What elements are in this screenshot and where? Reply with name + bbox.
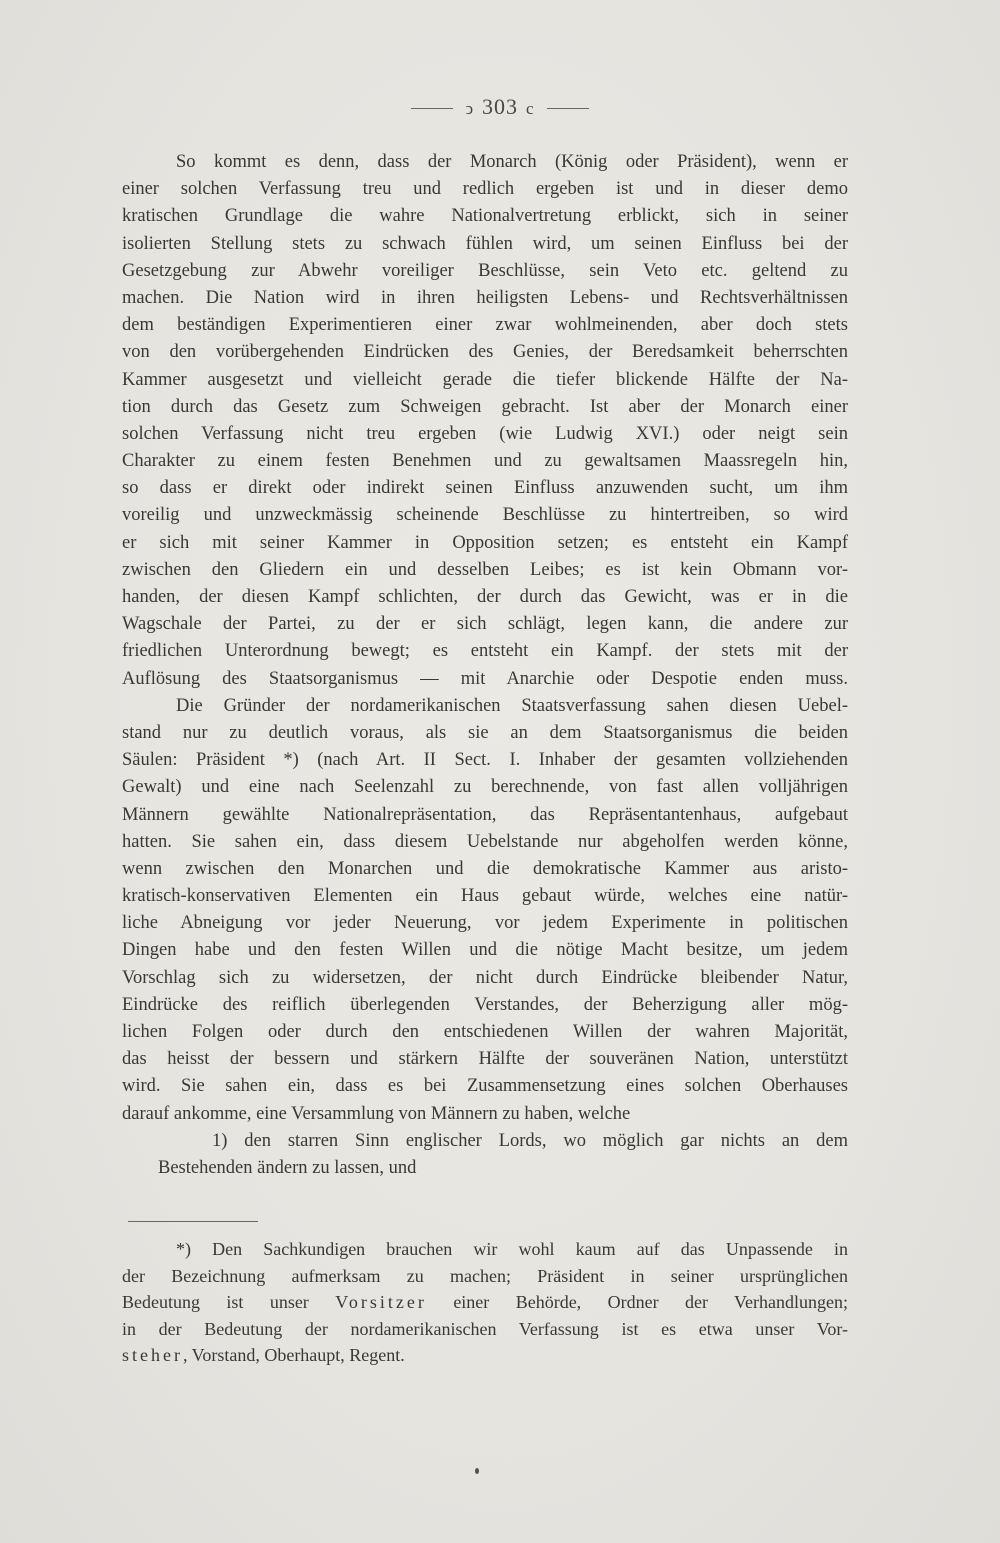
footnote-line: *) Den Sachkundigen brauchen wir wohl kaum auf das Unpassende in <box>176 1239 848 1259</box>
text-line: kratisch-konservativen Elementen ein Haus gebaut würde, welches eine natür- <box>122 886 848 907</box>
text-line: So kommt es denn, dass der Monarch (König oder Präsident), wenn er <box>176 152 848 172</box>
footnote-text: , Vorstand, Oberhaupt, Regent. <box>182 1345 405 1365</box>
ink-speck <box>475 1468 479 1474</box>
page-header <box>0 94 1000 120</box>
emphasized-term: Vorsitzer <box>335 1292 427 1312</box>
text-line: Vorschlag sich zu widersetzen, der nicht durch Eindrücke bleibender Natur, <box>122 967 848 988</box>
text-line: das heisst der bessern und stärkern Hälfte der souveränen Nation, unterstützt <box>122 1049 848 1070</box>
text-line: Die Gründer der nordamerikanischen Staatsverfassung sahen diesen Uebel- <box>176 695 848 716</box>
text-line: Wagschale der Partei, zu der er sich schlägt, legen kann, die andere zur <box>122 614 848 635</box>
text-line: liche Abneigung vor jeder Neuerung, vor jedem Experimente in politischen <box>122 913 848 934</box>
text-line: friedlichen Unterordnung bewegt; es entsteht ein Kampf. der stets mit der <box>122 641 848 662</box>
text-line: Dingen habe und den festen Willen und die nötige Macht besitze, um jedem <box>122 940 848 961</box>
text-line: Gesetzgebung zur Abwehr voreiliger Beschlüsse, sein Veto etc. geltend zu <box>122 260 848 281</box>
text-line: kratischen Grundlage die wahre Nationalvertretung erblickt, sich in seiner <box>122 206 848 227</box>
text-line: wird. Sie sahen ein, dass es bei Zusammensetzung eines solchen Oberhauses <box>122 1076 848 1097</box>
header-ornament-left: ↄ <box>465 99 474 118</box>
list-item: 1) den starren Sinn englischer Lords, wo möglich gar nichts an dem <box>212 1130 848 1151</box>
footnote-line: der Bezeichnung aufmerksam zu machen; Präsident in seiner ursprünglichen <box>122 1265 848 1286</box>
footnote-line <box>122 1289 848 1316</box>
emphasized-term: steher <box>122 1345 183 1365</box>
text-line: isolierten Stellung stets zu schwach fühlen wird, um seinen Einfluss bei der <box>122 233 848 254</box>
header-rule-right <box>547 108 589 109</box>
footnote-divider <box>128 1221 258 1222</box>
text-line: hatten. Sie sahen ein, dass diesem Uebelstande nur abgeholfen werden könne, <box>122 831 848 852</box>
text-line: so dass er direkt oder indirekt seinen Einfluss anzuwenden sucht, um ihm <box>122 478 848 499</box>
text-line: Säulen: Präsident *) (nach Art. II Sect. I. Inhaber der gesamten vollziehenden <box>122 750 848 771</box>
footnote-text: Bedeutung ist unser <box>122 1292 309 1312</box>
text-line: er sich mit seiner Kammer in Opposition setzen; es entsteht ein Kampf <box>122 532 848 553</box>
header-rule-left <box>411 108 453 109</box>
text-line: dem beständigen Experimentieren einer zwar wohlmeinenden, aber doch stets <box>122 315 848 336</box>
list-item-continuation: Bestehenden ändern zu lassen, und <box>158 1157 417 1178</box>
footnote-text: einer Behörde, Ordner der Verhandlungen; <box>453 1292 848 1312</box>
main-text <box>122 149 848 1182</box>
footnote-line: in der Bedeutung der nordamerikanischen Verfassung ist es etwa unser Vor- <box>122 1318 848 1339</box>
text-line: Gewalt) und eine nach Seelenzahl zu berechnende, von fast allen volljährigen <box>122 777 848 798</box>
text-line: zwischen den Gliedern ein und desselben Leibes; es ist kein Obmann vor- <box>122 559 848 580</box>
text-line: stand nur zu deutlich voraus, als sie an dem Staatsorganismus die beiden <box>122 722 848 743</box>
text-line: tion durch das Gesetz zum Schweigen gebracht. Ist aber der Monarch einer <box>122 396 848 417</box>
text-line: von den vorübergehenden Eindrücken des Genies, der Beredsamkeit beherrschten <box>122 342 848 363</box>
header-ornament-right: c <box>526 99 535 118</box>
text-line: Auflösung des Staatsorganismus — mit Anarchie oder Despotie enden muss. <box>122 668 848 689</box>
text-line: wenn zwischen den Monarchen und die demokratische Kammer aus aristo- <box>122 858 848 879</box>
text-line: einer solchen Verfassung treu und redlich ergeben ist und in dieser demo <box>122 179 848 200</box>
text-line: machen. Die Nation wird in ihren heiligsten Lebens- und Rechtsverhältnissen <box>122 287 848 308</box>
text-line: Kammer ausgesetzt und vielleicht gerade die tiefer blickende Hälfte der Na- <box>122 369 848 390</box>
text-line: lichen Folgen oder durch den entschiedenen Willen der wahren Majorität, <box>122 1022 848 1042</box>
footnote-line <box>122 1342 848 1369</box>
text-line: handen, der diesen Kampf schlichten, der durch das Gewicht, was er in die <box>122 587 848 607</box>
text-line: Eindrücke des reiflich überlegenden Verstandes, der Beherzigung aller mög- <box>122 994 848 1015</box>
page-number: 303 <box>482 94 518 119</box>
text-line: voreilig und unzweckmässig scheinende Beschlüsse zu hintertreiben, so wird <box>122 505 848 526</box>
text-line: darauf ankomme, eine Versammlung von Männern zu haben, welche <box>122 1103 631 1124</box>
text-line: Männern gewählte Nationalrepräsentation, das Repräsentantenhaus, aufgebaut <box>122 804 848 825</box>
text-line: Charakter zu einem festen Benehmen und zu gewaltsamen Maassregeln hin, <box>122 451 848 472</box>
footnote <box>122 1236 848 1369</box>
text-line: solchen Verfassung nicht treu ergeben (wie Ludwig XVI.) oder neigt sein <box>122 423 848 444</box>
